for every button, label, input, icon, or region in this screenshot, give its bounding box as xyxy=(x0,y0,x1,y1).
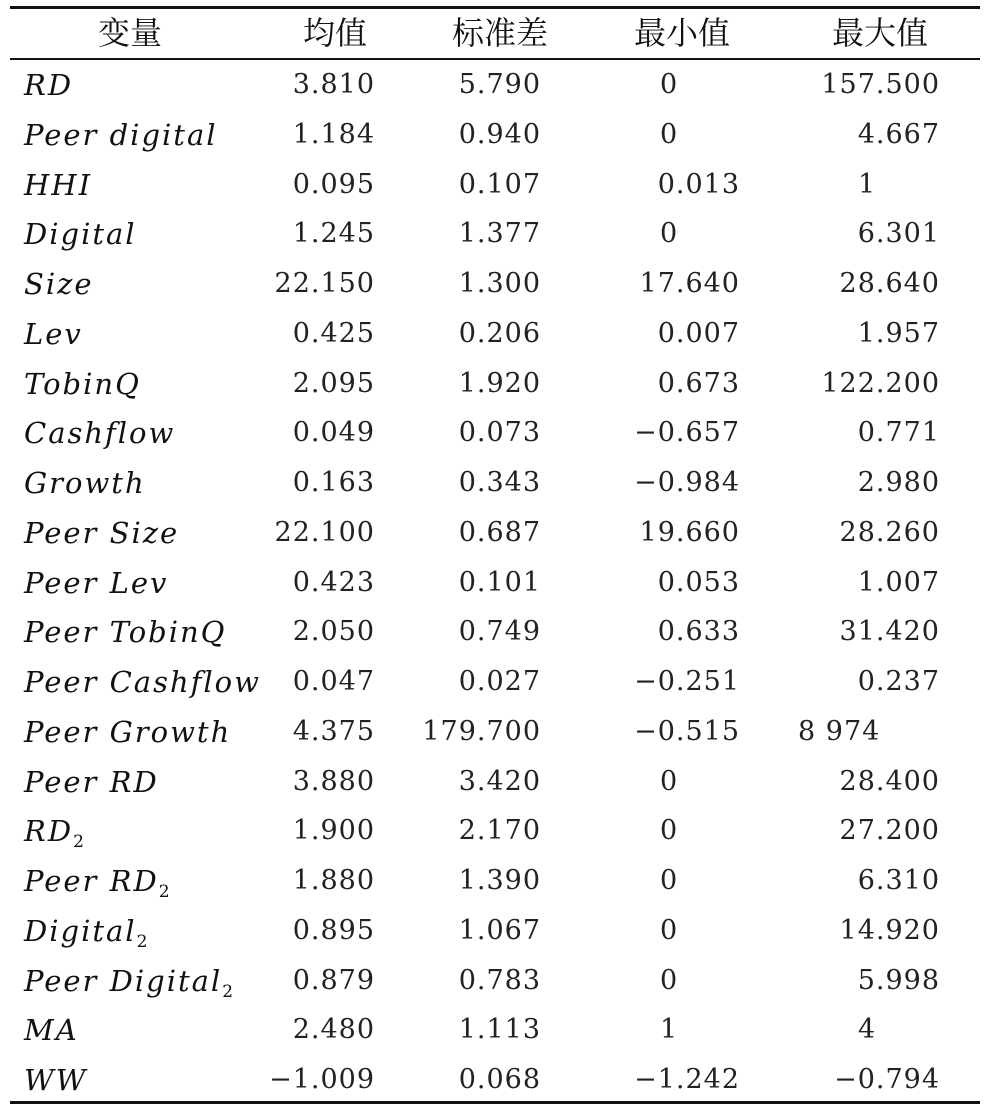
std-cell: 0.027 xyxy=(458,666,541,697)
variable-name xyxy=(24,508,179,558)
max-cell: 14.920 xyxy=(839,914,940,946)
variable-name xyxy=(24,558,168,608)
variable-label: Peer Size xyxy=(24,515,180,550)
variable-name xyxy=(24,806,86,856)
mean-cell: 4.375 xyxy=(292,715,375,747)
variable-label: Peer Cashflow xyxy=(24,665,261,699)
variable-name xyxy=(24,757,159,807)
variable-label: Peer RD xyxy=(24,864,159,898)
max-cell: 1.007 xyxy=(857,566,940,598)
variable-name xyxy=(24,607,226,657)
std-cell: 3.420 xyxy=(458,765,541,797)
variable-label: Cashflow xyxy=(24,416,176,451)
mean-cell: 0.895 xyxy=(292,914,375,946)
variable-name xyxy=(24,209,137,259)
variable-label: Growth xyxy=(24,466,146,500)
min-cell: 0 xyxy=(660,218,679,250)
variable-name xyxy=(24,1005,79,1055)
min-cell: 1 xyxy=(660,1014,679,1046)
variable-name xyxy=(24,160,92,210)
std-cell: 1.920 xyxy=(458,367,541,399)
min-cell: 0.633 xyxy=(657,616,740,648)
min-cell: 0 xyxy=(660,69,679,100)
min-cell: −0.984 xyxy=(634,467,740,498)
variable-label: Size xyxy=(24,267,94,301)
variable-label: Digital xyxy=(24,217,137,252)
std-cell: 0.206 xyxy=(458,317,541,349)
mean-cell: 0.047 xyxy=(292,666,375,697)
mean-cell: 0.425 xyxy=(292,317,375,349)
variable-name xyxy=(24,408,175,458)
max-cell: 1 xyxy=(858,168,877,200)
std-cell: 1.377 xyxy=(458,218,541,250)
std-cell: 0.783 xyxy=(458,964,541,996)
mean-cell: −1.009 xyxy=(269,1064,375,1095)
std-cell: 0.687 xyxy=(458,516,541,548)
max-cell: 157.500 xyxy=(821,69,940,100)
mean-cell: 1.245 xyxy=(292,218,375,250)
mean-cell: 2.095 xyxy=(292,367,375,399)
mean-cell: 1.900 xyxy=(292,815,375,847)
min-cell: 17.640 xyxy=(639,268,740,299)
std-cell: 0.068 xyxy=(458,1064,541,1095)
min-cell: 0 xyxy=(660,118,679,150)
mean-cell: 3.810 xyxy=(292,69,375,100)
std-cell: 0.101 xyxy=(458,566,541,598)
variable-name xyxy=(24,856,172,906)
mean-cell: 0.095 xyxy=(292,168,375,200)
mean-cell: 22.150 xyxy=(274,268,375,299)
max-cell: −0.794 xyxy=(834,1064,940,1095)
min-cell: 0 xyxy=(660,815,679,847)
variable-name xyxy=(24,359,141,409)
min-cell: −0.251 xyxy=(634,666,740,697)
max-cell: 27.200 xyxy=(839,815,940,847)
max-cell: 8 974 xyxy=(798,715,881,747)
mean-cell: 0.879 xyxy=(292,964,375,996)
min-cell: 0.053 xyxy=(657,566,740,598)
mean-cell: 1.184 xyxy=(292,118,375,150)
variable-name xyxy=(24,259,94,309)
variable-label: Peer RD xyxy=(24,764,159,799)
variable-label: Peer Lev xyxy=(24,565,169,600)
min-cell: 0.013 xyxy=(657,168,740,200)
variable-name xyxy=(24,110,218,160)
min-cell: 0.007 xyxy=(657,317,740,349)
variable-label: Peer digital xyxy=(24,117,218,152)
header-std: 标准差 xyxy=(451,14,548,52)
variable-subscript: 2 xyxy=(136,931,150,952)
variable-label: TobinQ xyxy=(24,366,141,401)
variable-subscript: 2 xyxy=(73,832,86,853)
mean-cell: 1.880 xyxy=(292,865,375,896)
variable-subscript: 2 xyxy=(158,882,172,902)
header-min: 最小值 xyxy=(633,14,730,52)
mean-cell: 0.163 xyxy=(292,467,375,498)
max-cell: 4 xyxy=(858,1014,877,1046)
variable-name xyxy=(24,657,261,707)
variable-name xyxy=(24,60,73,110)
min-cell: 0 xyxy=(660,865,679,896)
variable-name xyxy=(24,956,235,1006)
variable-label: RD xyxy=(24,68,74,102)
max-cell: 28.260 xyxy=(839,516,940,548)
min-cell: 0 xyxy=(660,765,679,797)
min-cell: −1.242 xyxy=(634,1064,740,1095)
std-cell: 2.170 xyxy=(458,815,541,847)
std-cell: 0.940 xyxy=(458,118,541,150)
mean-cell: 3.880 xyxy=(292,765,375,797)
max-cell: 0.771 xyxy=(857,417,940,449)
variable-label: MA xyxy=(24,1013,79,1048)
header-max: 最大值 xyxy=(831,14,928,52)
mean-cell: 2.480 xyxy=(292,1014,375,1046)
variable-name xyxy=(24,906,149,956)
variable-label: RD xyxy=(24,814,74,849)
std-cell: 0.073 xyxy=(458,417,541,449)
std-cell: 0.749 xyxy=(458,616,541,648)
variable-label: Peer Growth xyxy=(24,714,232,749)
mean-cell: 22.100 xyxy=(274,516,375,548)
header-variable: 变量 xyxy=(97,14,162,52)
max-cell: 2.980 xyxy=(857,467,940,498)
min-cell: 0.673 xyxy=(657,367,740,399)
std-cell: 0.343 xyxy=(458,467,541,498)
mean-cell: 0.049 xyxy=(292,417,375,449)
std-cell: 179.700 xyxy=(422,715,541,747)
min-cell: −0.657 xyxy=(634,417,740,449)
min-cell: 19.660 xyxy=(639,516,740,548)
max-cell: 1.957 xyxy=(857,317,940,349)
variable-name xyxy=(24,309,83,359)
max-cell: 6.310 xyxy=(857,865,940,896)
mean-cell: 2.050 xyxy=(292,616,375,648)
min-cell: 0 xyxy=(660,914,679,946)
variable-name xyxy=(24,1055,88,1105)
variable-label: Peer TobinQ xyxy=(24,615,227,650)
variable-label: Lev xyxy=(24,316,83,351)
variable-label: WW xyxy=(24,1063,88,1097)
max-cell: 28.400 xyxy=(839,765,940,797)
variable-label: Digital xyxy=(24,913,137,948)
min-cell: 0 xyxy=(660,964,679,996)
max-cell: 5.998 xyxy=(857,964,940,996)
min-cell: −0.515 xyxy=(634,715,740,747)
std-cell: 1.113 xyxy=(458,1014,541,1046)
std-cell: 5.790 xyxy=(458,69,541,100)
std-cell: 1.300 xyxy=(458,268,541,299)
max-cell: 31.420 xyxy=(839,616,940,648)
max-cell: 4.667 xyxy=(857,118,940,150)
max-cell: 28.640 xyxy=(839,268,940,299)
variable-label: Peer Digital xyxy=(24,963,223,998)
std-cell: 0.107 xyxy=(458,168,541,200)
max-cell: 0.237 xyxy=(857,666,940,697)
header-mean: 均值 xyxy=(302,14,367,52)
max-cell: 122.200 xyxy=(821,367,940,399)
max-cell: 6.301 xyxy=(857,218,940,250)
variable-name xyxy=(24,707,231,757)
mean-cell: 0.423 xyxy=(292,566,375,598)
variable-subscript: 2 xyxy=(222,981,236,1002)
variable-name xyxy=(24,458,146,508)
variable-label: HHI xyxy=(24,167,93,202)
std-cell: 1.390 xyxy=(458,865,541,896)
std-cell: 1.067 xyxy=(458,914,541,946)
